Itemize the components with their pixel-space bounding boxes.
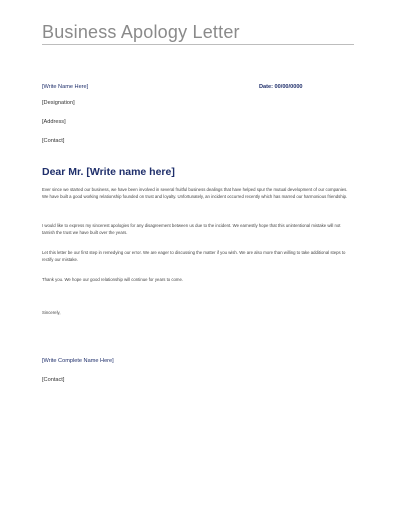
body-paragraph-3: Let this letter be our first step in remedying our error. We are eager to discussing the matter if you wish. We are also more than willing to take additional steps to rectify our mistake. (42, 250, 346, 262)
signature-name: [Write Complete Name Here] (42, 358, 114, 364)
sender-name: [Write Name Here] (42, 84, 89, 90)
body-paragraph-4: Thank you. We hope our good relationship will continue for years to come. (42, 277, 184, 282)
sender-contact: [Contact] (42, 138, 65, 144)
letter-date: Date: 00/00/0000 (259, 84, 303, 90)
body-paragraph-2: I would like to express my sincerest apologies for any disagreement between us due to the incident. We earnestly hope that this unintentional mistake will not tarnish the trust we have built over the years. (42, 223, 341, 235)
sender-address: [Address] (42, 119, 66, 125)
letter-title: Business Apology Letter (42, 22, 240, 42)
salutation: Dear Mr. [Write name here] (42, 166, 175, 178)
title-divider (42, 44, 354, 45)
signature-contact: [Contact] (42, 377, 65, 383)
body-paragraph-1: Ever since we started our business, we have been involved in several fruitful business dealings that have helped spur the mutual development of our companies. We have built a good working relationship founded on trust and loyalty. Unfortunately, an incident occurred recently which has marred our harmonious friendship. (42, 187, 348, 199)
closing: Sincerely, (42, 310, 61, 315)
sender-designation: [Designation] (42, 100, 75, 106)
